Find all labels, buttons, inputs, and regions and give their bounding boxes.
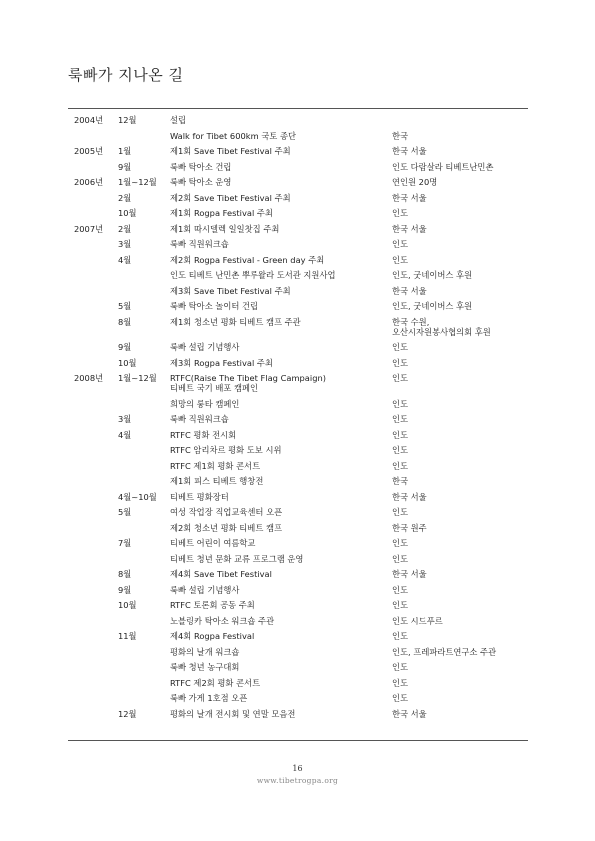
year-cell: 2005년 bbox=[74, 146, 104, 156]
place-cell: 한국 서울 bbox=[392, 192, 427, 203]
month-cell: 9월 bbox=[118, 342, 132, 352]
month-cell: 5월 bbox=[118, 507, 132, 517]
event-cell: 제1회 Save Tibet Festival 주최 bbox=[170, 146, 291, 156]
place-cell: 인도 bbox=[392, 460, 409, 471]
place-cell: 한국 원주 bbox=[392, 522, 427, 533]
place-cell: 연인원 20명 bbox=[392, 177, 438, 187]
event-cell: RTFC 평화 전시회 bbox=[170, 429, 237, 440]
event-cell: RTFC(Raise The Tibet Flag Campaign) 티베트 국기 배포 캠페인 bbox=[170, 373, 326, 393]
event-cell: 룩빠 가게 1호점 오픈 bbox=[170, 693, 248, 703]
event-cell: RTFC 토론회 공동 주최 bbox=[170, 600, 255, 610]
event-cell: 룩빠 탁아소 놀이터 건립 bbox=[170, 301, 259, 311]
place-cell: 인도 bbox=[392, 662, 409, 672]
place-cell: 인도 시드푸르 bbox=[392, 615, 443, 626]
event-cell: RTFC 암리차르 평화 도보 시위 bbox=[170, 445, 282, 455]
event-cell: 제1회 청소년 평화 티베트 캠프 주관 bbox=[170, 316, 301, 327]
month-cell: 12월 bbox=[118, 115, 137, 125]
place-cell: 인도 bbox=[392, 677, 409, 688]
month-cell: 4월 bbox=[118, 429, 132, 440]
month-cell: 7월 bbox=[118, 538, 132, 548]
event-cell: 제4회 Rogpa Festival bbox=[170, 631, 255, 641]
event-cell: 제4회 Save Tibet Festival bbox=[170, 569, 272, 579]
event-cell: RTFC 제1회 평화 콘서트 bbox=[170, 460, 261, 471]
month-cell: 3월 bbox=[118, 239, 132, 249]
event-cell: 룩빠 직원워크숍 bbox=[170, 414, 229, 424]
event-cell: 제1회 Rogpa Festival 주최 bbox=[170, 208, 273, 218]
event-cell: 룩빠 설립 기념행사 bbox=[170, 342, 240, 352]
event-cell: 평화의 날개 워크숍 bbox=[170, 646, 240, 657]
month-cell: 12월 bbox=[118, 708, 137, 719]
month-cell: 1월~12월 bbox=[118, 177, 157, 187]
event-cell: 평화의 날개 전시회 및 연말 모음전 bbox=[170, 708, 296, 719]
event-cell: Walk for Tibet 600km 국토 종단 bbox=[170, 130, 296, 141]
event-cell: 제1회 피스 티베트 행창전 bbox=[170, 476, 264, 486]
month-cell: 9월 bbox=[118, 161, 132, 172]
event-cell: 룩빠 설립 기념행사 bbox=[170, 584, 240, 595]
event-cell: 룩빠 직원워크숍 bbox=[170, 239, 229, 249]
year-cell: 2008년 bbox=[74, 373, 104, 383]
website-url: www.tibetrogpa.org bbox=[256, 776, 339, 785]
event-cell: 제3회 Save Tibet Festival 주최 bbox=[170, 285, 291, 296]
event-cell: 노블링카 탁아소 워크숍 주관 bbox=[170, 615, 275, 626]
month-cell: 10월 bbox=[118, 357, 137, 368]
place-cell: 인도 bbox=[392, 429, 409, 440]
event-cell: 티베트 청년 문화 교류 프로그램 운영 bbox=[170, 553, 304, 564]
place-cell: 인도 bbox=[392, 254, 409, 265]
place-cell: 인도 bbox=[392, 342, 409, 352]
place-cell: 인도 bbox=[392, 693, 409, 703]
month-cell: 11월 bbox=[118, 631, 137, 641]
place-cell: 인도 다람살라 티베트난민촌 bbox=[392, 161, 494, 172]
year-cell: 2004년 bbox=[74, 115, 104, 125]
event-cell: 제2회 청소년 평화 티베트 캠프 bbox=[170, 522, 283, 533]
top-rule bbox=[68, 108, 528, 109]
place-cell: 한국 서울 bbox=[392, 491, 427, 502]
month-cell: 3월 bbox=[118, 414, 132, 424]
month-cell: 10월 bbox=[118, 600, 137, 610]
event-cell: 설립 bbox=[170, 115, 187, 125]
place-cell: 인도, 굿네이버스 후원 bbox=[392, 270, 473, 280]
month-cell: 2월 bbox=[118, 223, 132, 234]
place-cell: 인도 bbox=[392, 553, 409, 564]
event-cell: 티베트 평화장터 bbox=[170, 491, 229, 502]
event-cell: 제2회 Save Tibet Festival 주최 bbox=[170, 192, 291, 203]
place-cell: 인도 bbox=[392, 600, 409, 610]
place-cell: 인도, 프레파라트연구소 주관 bbox=[392, 646, 497, 657]
place-cell: 인도 bbox=[392, 373, 409, 383]
place-cell: 한국 서울 bbox=[392, 223, 427, 234]
place-cell: 인도 bbox=[392, 357, 409, 368]
place-cell: 인도, 굿네이버스 후원 bbox=[392, 301, 473, 311]
event-cell: 인도 티베트 난민촌 뿌루왈라 도서관 지원사업 bbox=[170, 270, 336, 280]
event-cell: RTFC 제2회 평화 콘서트 bbox=[170, 677, 261, 688]
month-cell: 1월 bbox=[118, 146, 132, 156]
event-cell: 룩빠 탁아소 건립 bbox=[170, 161, 232, 172]
event-cell: 제3회 Rogpa Festival 주최 bbox=[170, 357, 273, 368]
place-cell: 한국 수원, 오산시자원봉사협의회 후원 bbox=[392, 316, 491, 337]
event-cell: 제2회 Rogpa Festival - Green day 주최 bbox=[170, 254, 325, 265]
event-cell: 룩빠 탁아소 운영 bbox=[170, 177, 232, 187]
bottom-rule bbox=[68, 740, 528, 741]
year-cell: 2007년 bbox=[74, 223, 104, 234]
event-cell: 티베트 어린이 여름학교 bbox=[170, 538, 256, 548]
place-cell: 인도 bbox=[392, 398, 409, 409]
place-cell: 인도 bbox=[392, 631, 409, 641]
page-title: 룩빠가 지나온 길 bbox=[68, 66, 184, 84]
event-cell: 룩빠 청년 농구대회 bbox=[170, 662, 240, 672]
month-cell: 8월 bbox=[118, 569, 132, 579]
month-cell: 8월 bbox=[118, 316, 132, 327]
month-cell: 4월 bbox=[118, 254, 132, 265]
month-cell: 2월 bbox=[118, 192, 132, 203]
place-cell: 인도 bbox=[392, 584, 409, 595]
month-cell: 4월~10월 bbox=[118, 491, 157, 502]
place-cell: 인도 bbox=[392, 538, 409, 548]
page-number: 16 bbox=[292, 764, 303, 773]
year-cell: 2006년 bbox=[74, 177, 104, 187]
place-cell: 한국 서울 bbox=[392, 285, 427, 296]
place-cell: 인도 bbox=[392, 414, 409, 424]
place-cell: 한국 서울 bbox=[392, 146, 427, 156]
event-cell: 희망의 룽타 캠페인 bbox=[170, 398, 240, 409]
place-cell: 인도 bbox=[392, 507, 409, 517]
place-cell: 인도 bbox=[392, 239, 409, 249]
event-cell: 여성 작업장 직업교육센터 오픈 bbox=[170, 507, 283, 517]
month-cell: 9월 bbox=[118, 584, 132, 595]
place-cell: 인도 bbox=[392, 208, 409, 218]
month-cell: 5월 bbox=[118, 301, 132, 311]
place-cell: 한국 bbox=[392, 130, 409, 141]
place-cell: 한국 bbox=[392, 476, 409, 486]
place-cell: 인도 bbox=[392, 445, 409, 455]
month-cell: 10월 bbox=[118, 208, 137, 218]
place-cell: 한국 서울 bbox=[392, 708, 427, 719]
place-cell: 한국 서울 bbox=[392, 569, 427, 579]
month-cell: 1월~12월 bbox=[118, 373, 157, 383]
event-cell: 제1회 따시델렉 일일찻집 주최 bbox=[170, 223, 280, 234]
